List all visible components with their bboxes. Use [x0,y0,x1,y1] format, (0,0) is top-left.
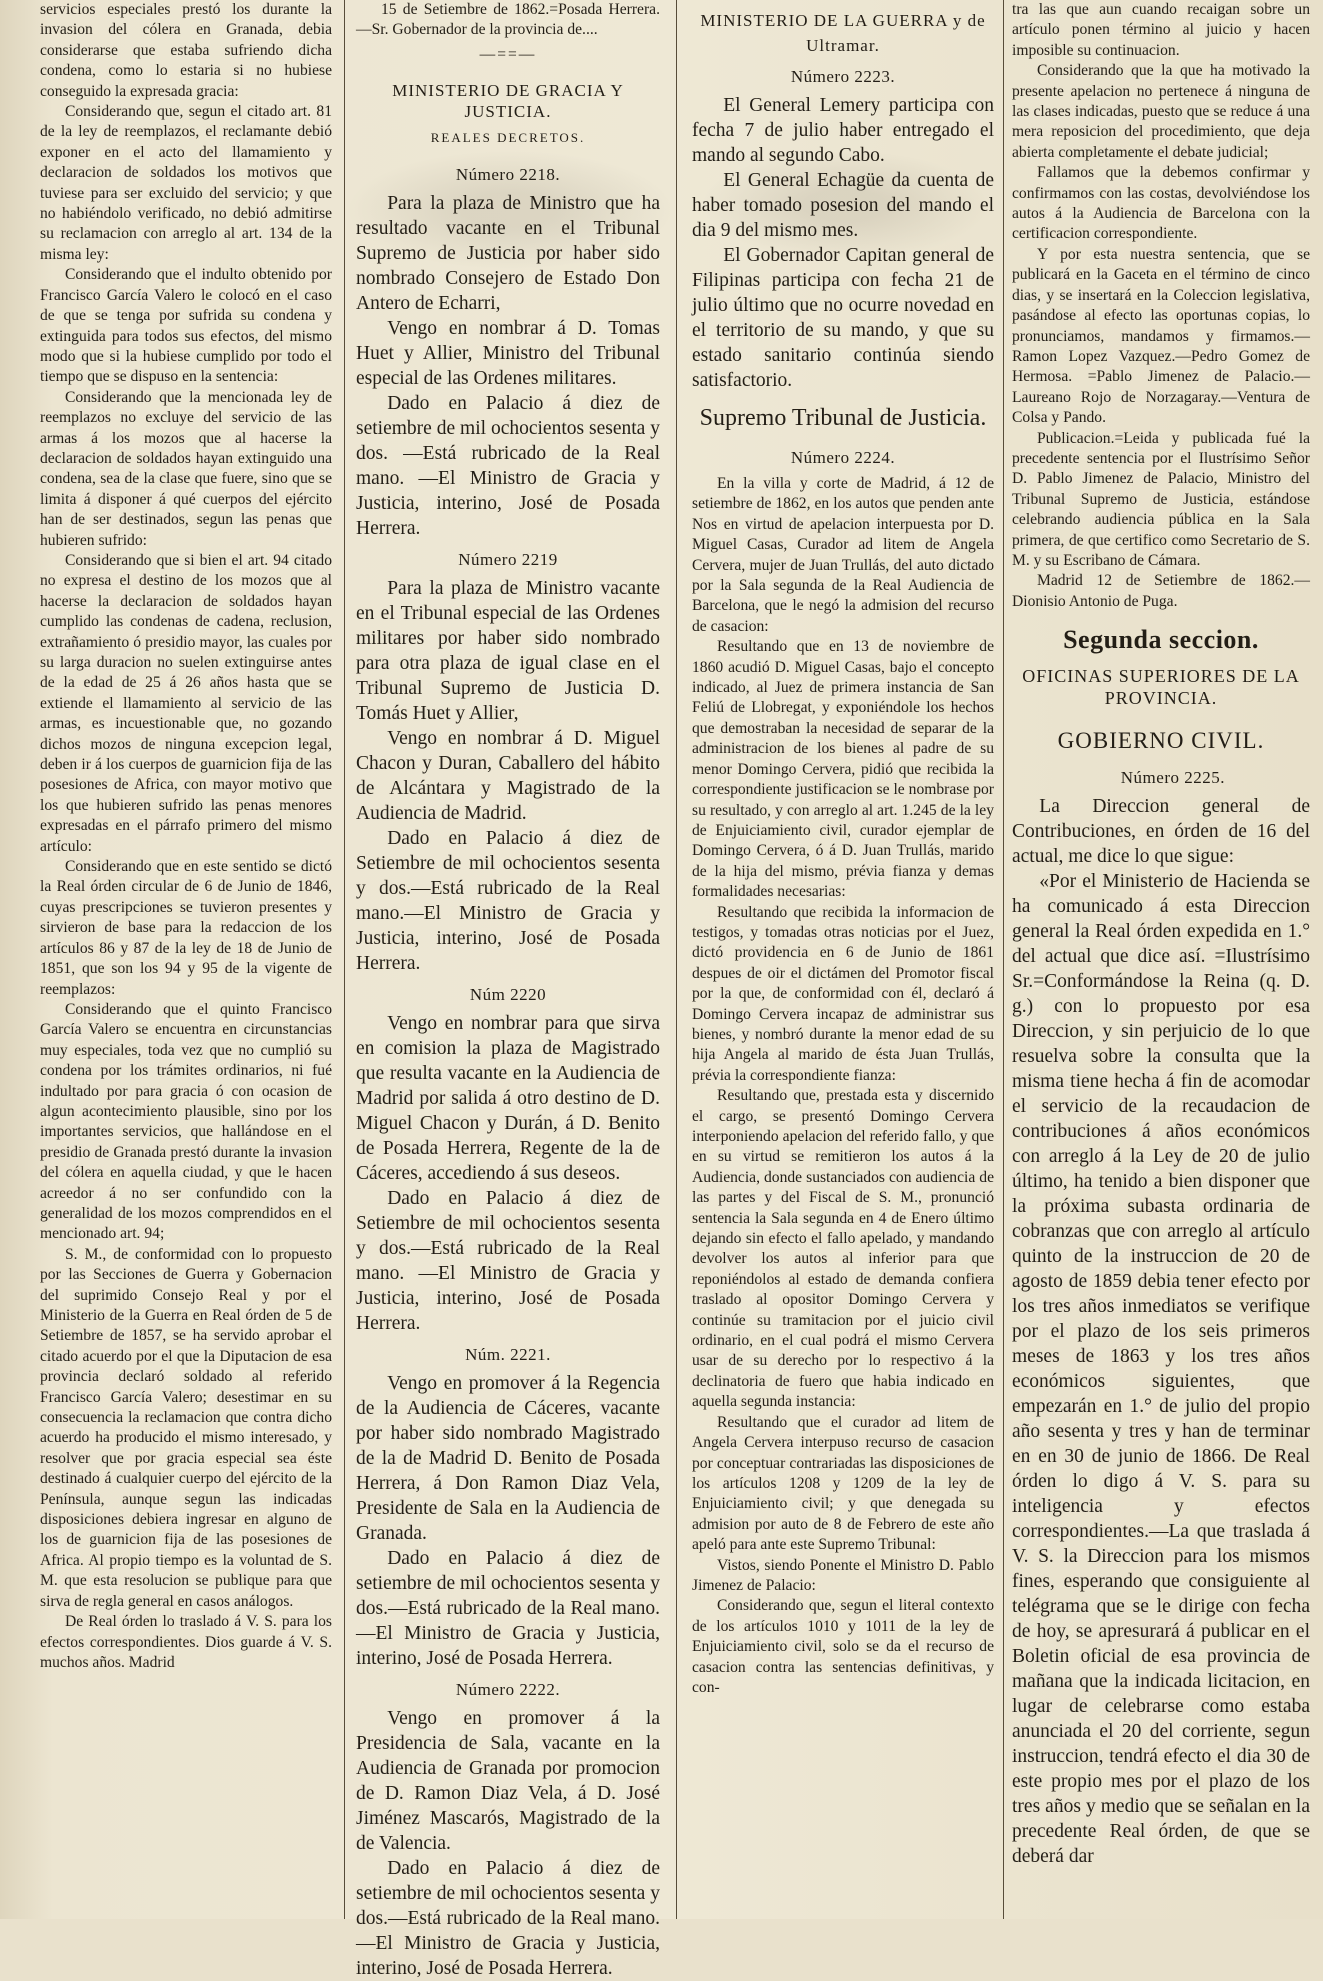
column-4 [1012,0,1310,1919]
paragraph: Considerando que el quinto Francisco García Valero se encuentra en circunstancias muy especiales, toda vez que no cumplió su condena por los trámites ordinarios, ni fué indultado por para gracia ó con ocasion de algun acontecimiento plausible, sino por los importantes servicios, que hallándose en el presidio de Granada prestó durante la invasion del cólera en aquella ciudad, y que le hacen acreedor á no ser confundido con la generalidad de los mozos comprendidos en el mencionado art. 94; [40,1000,332,1243]
decree-number: Núm 2220 [469,985,547,1005]
war-ministry-block [692,8,994,470]
separator: —==— [479,45,537,63]
section-heading: Segunda seccion. [1063,625,1259,655]
paragraph: Dado en Palacio á diez de setiembre de mil ochocientos sesenta y dos.—Está rubricado de la Real mano.—El Ministro de Gracia y Justicia, interino, José de Posada Herrera. [356,1858,660,1980]
decree-number: Número 2218. [455,165,561,185]
paragraph: Para la plaza de Ministro vacante en el Tribunal especial de las Ordenes militares por haber sido nombrado para otra plaza de igual clase en el Tribunal Supremo de Justicia D. Tomás Huet y Allier, [356,578,660,725]
paragraph: Vistos, siendo Ponente el Ministro D. Pablo Jimenez de Palacio: [692,1556,994,1594]
paragraph: Considerando que el indulto obtenido por Francisco García Valero le colocó en el caso de que se tenga por sufrida su condena y extinguida para todos sus efectos, del mismo modo que si la hubiese cumplido por todo el tiempo que se dispuso en la sentencia: [40,266,332,386]
section-heading: Supremo Tribunal de Justicia. [699,405,987,431]
paragraph: Dado en Palacio á diez de setiembre de mil ochocientos sesenta y dos.—Está rubricado de la Real mano.—El Ministro de Gracia y Justicia, interino, José de Posada Herrera. [356,1548,660,1670]
paragraph: Para la plaza de Ministro que ha resultado vacante en el Tribunal Supremo de Justicia por haber sido nombrado Consejero de Estado Don Antero de Echarri, [356,193,660,315]
column-2 [356,0,660,1980]
paragraph: Y por esta nuestra sentencia, que se publicará en la Gaceta en el término de cinco dias, y se insertará en la Coleccion legislativa, pasándose al efecto las oportunas copias, lo pronunciamos, mandamos y firmamos.—Ramon Lopez Vazquez.—Pedro Gomez de Hermosa. =Pablo Jimenez de Palacio.—Laureano Rojo de Norzagaray.—Ventura de Colsa y Pando. [1012,245,1310,427]
decree-number: Núm. 2221. [465,1345,551,1365]
paragraph: Resultando que el curador ad litem de Angela Cervera interpuso recurso de casacion por conceptuar contrariadas las disposiciones de los artículos 1208 y 1209 de la ley de Enjuiciamiento civil; y que denegada su admision por auto de 8 de Febrero de este año apeló para ante este Supremo Tribunal: [692,1413,994,1554]
decree-number: Número 2224. [790,448,896,467]
paragraph: Vengo en nombrar á D. Tomas Huet y Allier, Ministro del Tribunal especial de las Ordenes militares. [356,318,660,390]
paragraph: El General Echagüe da cuenta de haber tomado posesion del mando el dia 9 del mismo mes. [692,170,994,241]
paragraph: tra las que aun cuando recaigan sobre un artículo ponen término al juicio y hacen imposible su continuacion. [1012,1,1310,59]
paragraph: Considerando que si bien el art. 94 citado no expresa el destino de los mozos que al hacerse la declaracion de soldados hayan cumplido las condenas de cadena, reclusion, extrañamiento ó presidio mayor, las cuales por su larga duracion no suelen extinguirse antes de la edad de 25 á 26 años hasta que se extiende el llamamiento al servicio de las armas, es incuestionable que, no gozando dichos mozos de ninguna excepcion legal, deben ir á los cuerpos de guarnicion fija de las posesiones de Africa, con mayor motivo que los que hubieren sufrido las penas menores expresadas en el párrafo primero del mismo artículo: [40,551,332,855]
circular-block [1012,765,1310,1869]
subheading: OFICINAS SUPERIORES DE LA PROVINCIA. [1022,665,1300,708]
paragraph: Considerando que la mencionada ley de reemplazos no excluye del servicio de las armas á los mozos que al hacerse la declaracion de soldados hayan extinguido una condena, sea de la clase que fuere, sino que se limita á disponer á qué cuerpos del ejército han de ser destinados, segun las penas que hubieren sufrido: [40,388,332,549]
paragraph: Madrid 12 de Setiembre de 1862.—Dionisio Antonio de Puga. [1012,572,1310,610]
section-heading: MINISTERIO DE LA GUERRA y de Ultramar. [700,11,986,55]
column-3 [692,0,994,1919]
paragraph: «Por el Ministerio de Hacienda se ha comunicado á esta Direccion general la Real órden expedida en 1.° del actual que dice así. =Ilustrísimo Sr.=Conformándose la Reina (q. D. g.) con lo propuesto por esa Direccion, y sin perjuicio de lo que resuelva sobre la consulta que la misma tiene hecha á fin de acomodar el servicio de la recaudacion de contribuciones á años económicos con arreglo á la Ley de 20 de julio último, ha tenido a bien disponer que la próxima subasta ordinaria de cobranzas que con arreglo al artículo quinto de la instruccion de 20 de agosto de 1859 debia tener efecto por los tres años inmediatos se verifique por el plazo de los seis primeros meses de 1863 y los tres años económicos siguientes, que empezarán en 1.° de julio del propio año sesenta y tres y han de terminar en en 30 de junio de 1866. De Real órden lo digo á V. S. para su inteligencia y efectos correspondientes.—La que traslada á V. S. la Direccion para los mismos fines, esperando que consiguiente al telégrama que se le dirige con fecha de hoy, se apresurará á publicar en el Boletin oficial de esa provincia de mañana que la indicada licitacion, en lugar de celebrarse como estaba anunciada el 20 del corriente, segun instruccion, tendrá efecto el dia 30 de este propio mes por el plazo de los tres años y medio que se señalan en la precedente Real órden, de que se deberá dar [1012,871,1310,1867]
decree-number: Número 2219 [458,550,558,570]
paragraph: La Direccion general de Contribuciones, en órden de 16 del actual, me dice lo que sigue: [1012,796,1310,867]
paragraph: S. M., de conformidad con lo propuesto por las Secciones de Guerra y Gobernacion del suprimido Consejo Real y por el Ministerio de la Guerra en Real órden de 5 de Setiembre de 1857, se ha servido aprobar el citado acuerdo por el que la Diputacion de esa provincia declaró soldado al referido Francisco García Valero; desestimar en su consecuencia la reclamacion que contra dicho acuerdo ha producido el mismo interesado, y resolver que por gracia especial sea éste destinado á cualquier cuerpo del ejército de la Península, aunque segun las indicadas disposiciones debiera ingresar en alguno de los de guarnicion fija de las posesiones de Africa. Al propio tiempo es la voluntad de S. M. que esta resolucion se publique para que sirva de regla general en casos análogos. [40,1245,332,1610]
subheading: REALES DECRETOS. [430,130,586,146]
paragraph: Vengo en promover á la Presidencia de Sala, vacante en la Audiencia de Granada por promocion de D. Ramon Diaz Vela, á D. José Jiménez Mascarós, Magistrado de la de Valencia. [356,1708,660,1855]
section-heading: MINISTERIO DE GRACIA Y JUSTICIA. [392,81,624,121]
paragraph: Publicacion.=Leida y publicada fué la precedente sentencia por el Ilustrísimo Señor D. Pablo Jimenez de Palacio, Ministro del Tribunal Supremo de Justicia, estándose celebrando audiencia pública en la Sala primera, de que certifico como Secretario de S. M. y su Escribano de Cámara. [1012,429,1310,569]
paragraph: Resultando que recibida la informacion de testigos, y tomadas otras noticias por el Juez, dictó providencia en 6 de Junio de 1861 despues de oir el dictámen del Promotor fiscal por la que, de conformidad con él, declaró á Domingo Cervera incapaz de administrar sus bienes, y nombró durante la menor edad de su hija Angela al marido de ésta Juan Trullás, prévia la correspondiente fianza: [692,903,994,1084]
paragraph: Vengo en promover á la Regencia de la Audiencia de Cáceres, vacante por haber sido nombrado Magistrado de la de Madrid D. Benito de Posada Herrera, á Don Ramon Diaz Vela, Presidente de Sala en la Audiencia de Granada. [356,1373,660,1545]
paragraph: Vengo en nombrar para que sirva en comision la plaza de Magistrado que resulta vacante en la Audiencia de Madrid por salida á otro destino de D. Miguel Chacon y Durán, á D. Benito de Posada Herrera, Regente de la de Cáceres, accediendo á sus deseos. [356,1013,660,1185]
decree-number: Número 2225. [1120,768,1225,787]
paragraph: Dado en Palacio á diez de Setiembre de mil ochocientos sesenta y dos.—Está rubricado de la Real mano. —El Ministro de Gracia y Justicia, interino, José de Posada Herrera. [356,1188,660,1335]
paragraph: En la villa y corte de Madrid, á 12 de setiembre de 1862, en los autos que penden ante Nos en virtud de apelacion interpuesta por D. Miguel Casas, Curador ad litem de Angela Cervera, mujer de Juan Trullás, del auto dictado por la Sala segunda de la Real Audiencia de Barcelona, que le negó la admision del recurso de casacion: [692,475,994,635]
decree-number: Número 2222. [455,1680,561,1700]
column-rule [344,0,345,1919]
paragraph: Considerando que la que ha motivado la presente apelacion no pertenece á ninguna de las clases indicadas, puesto que se reduce á una mera reposicion del procedimiento, que deja abierta completamente el debate judicial; [1012,62,1310,161]
paragraph: Considerando que, segun el literal contexto de los artículos 1010 y 1011 de la ley de Enjuiciamiento civil, solo se da el recurso de casacion contra las sentencias definitivas, y con- [692,1597,994,1696]
paragraph: Vengo en nombrar á D. Miguel Chacon y Duran, Caballero del hábito de Alcántara y Magistrado de la Audiencia de Madrid. [356,728,660,825]
paragraph: Resultando que, prestada esta y discernido el cargo, se presentó Domingo Cervera interponiendo apelacion del referido fallo, y que en su virtud se remitieron los autos á la Audiencia, donde sustanciados con audiencia de las partes y del Fiscal de S. M., pronunció sentencia la Sala segunda en 4 de Enero último dejando sin efecto el fallo apelado, y mandando devolver los autos al inferior para que reponiéndolos al estado de demanda confiera traslado al opositor Domingo Cervera y continúe su tramitacion por el juicio civil ordinario, en el cual podrá el mismo Cervera usar de su derecho por lo respectivo á la declinatoria de fuero que habia indicado en aquella segunda instancia: [692,1087,994,1411]
paragraph: Dado en Palacio á diez de setiembre de mil ochocientos sesenta y dos. —Está rubricado de la Real mano. —El Ministro de Gracia y Justicia, interino, José de Posada Herrera. [356,393,660,540]
decree-number: Número 2223. [790,67,896,86]
paragraph: De Real órden lo traslado á V. S. para los efectos correspondientes. Dios guarde á V. S. muchos años. Madrid [40,1613,332,1671]
column-rule [1003,0,1004,1919]
paragraph: Fallamos que la debemos confirmar y confirmamos con las costas, devolviéndose los autos á la Audiencia de Barcelona con la certificacion correspondiente. [1012,164,1310,243]
paragraph: El Gobernador Capitan general de Filipinas participa con fecha 21 de julio último que no ocurre novedad en el territorio de su mando, y que su estado sanitario continúa siendo satisfactorio. [692,245,994,391]
paragraph: 15 de Setiembre de 1862.=Posada Herrera.—Sr. Gobernador de la provincia de.... [356,1,660,39]
paragraph: Dado en Palacio á diez de Setiembre de mil ochocientos sesenta y dos.—Está rubricado de la Real mano.—El Ministro de Gracia y Justicia, interino, José de Posada Herrera. [356,828,660,975]
column-1 [40,0,332,1919]
paragraph: Considerando que en este sentido se dictó la Real órden circular de 6 de Junio de 1846, cuyas prescripciones se tuvieron presentes y sirvieron de base para la redaccion de los artículos 86 y 87 de la ley de 18 de Junio de 1851, que son los 94 y 95 de la vigente de reemplazos: [40,858,332,998]
paragraph: servicios especiales prestó los durante la invasion del cólera en Granada, debia considerarse que estaba sufriendo dicha condena, como lo estaria si no hubiese conseguido la expresada gracia: [40,1,332,100]
decree-block [356,162,660,1981]
paragraph: Considerando que, segun el citado art. 81 de la ley de reemplazos, el reclamante debió exponer en el acto del llamamiento y declaracion de soldados los motivos que tuviese para ser excluido del servicio; y que no habiéndolo verificado, no debió admitirse su reclamacion con arreglo al art. 134 de la misma ley: [40,103,332,263]
paragraph: Resultando que en 13 de noviembre de 1860 acudió D. Miguel Casas, bajo el concepto indicado, al Juez de primera instancia de San Feliú de Llobregat, y exponiéndole los hechos que demostraban la necesidad de separar de la administracion de los bienes al padre de su menor Domingo Cervera, pidió que recibida la correspondiente justificacion se le nombrase por su resultado, y con arreglo al art. 1.245 de la ley de Enjuiciamiento civil, curador ejemplar de Domingo Cervera, ó á D. Juan Trullás, marido de la hija del mismo, prévia fianza y demas formalidades necesarias: [692,638,994,901]
column-rule [676,0,677,1919]
section-heading: GOBIERNO CIVIL. [1057,727,1265,753]
paragraph: El General Lemery participa con fecha 7 de julio haber entregado el mando al segundo Cabo. [692,95,994,166]
